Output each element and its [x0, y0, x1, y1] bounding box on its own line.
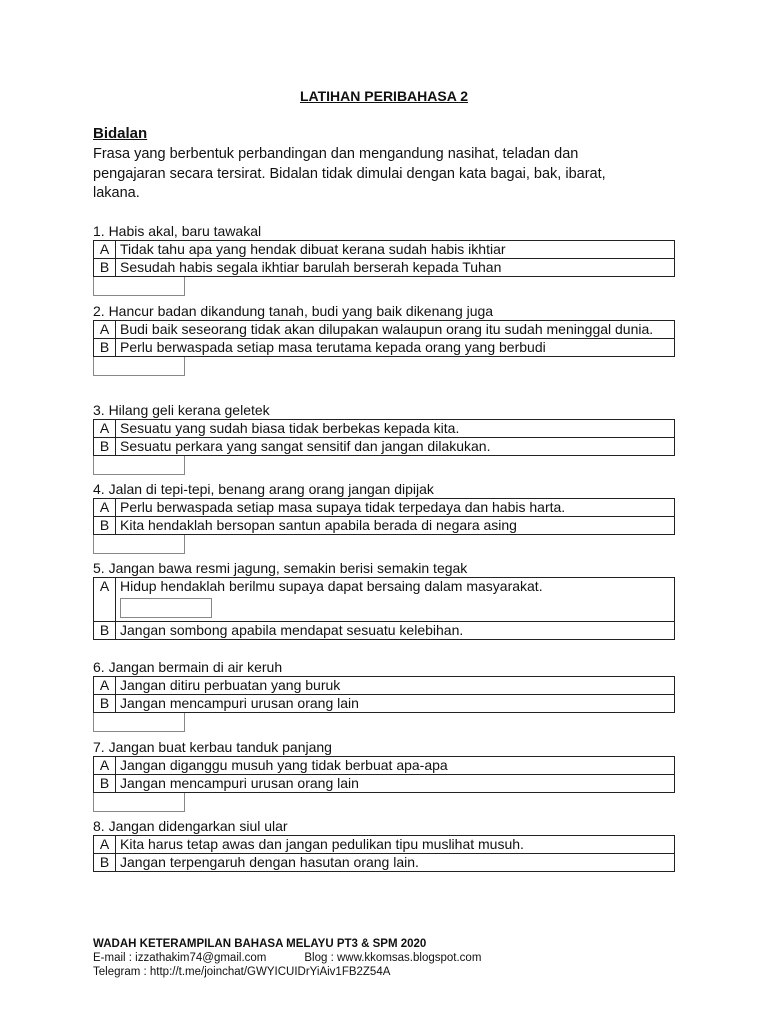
option-row-b[interactable] — [94, 339, 675, 357]
option-text: Budi baik seseorang tidak akan dilupakan walaupun orang itu sudah meninggal dunia. — [116, 321, 675, 339]
option-text: Sesuatu perkara yang sangat sensitif dan jangan dilakukan. — [116, 438, 675, 456]
options-table — [93, 577, 675, 640]
answer-box[interactable] — [93, 456, 185, 475]
footer-email: E-mail : izzathakim74@gmail.com — [93, 952, 267, 964]
section-heading: Bidalan — [93, 125, 148, 142]
option-text: Sesuatu yang sudah biasa tidak berbekas kepada kita. — [116, 420, 675, 438]
question-1 — [93, 222, 675, 296]
footer-title: WADAH KETERAMPILAN BAHASA MELAYU PT3 & SPM 2020 — [93, 938, 427, 950]
option-row-a[interactable] — [94, 677, 675, 695]
question-text: 2. Hancur badan dikandung tanah, budi yang baik dikenang juga — [93, 303, 494, 319]
option-text: Kita harus tetap awas dan jangan pedulikan tipu muslihat musuh. — [116, 836, 675, 854]
option-row-a[interactable] — [94, 420, 675, 438]
footer — [93, 937, 481, 979]
option-text: Jangan sombong apabila mendapat sesuatu kelebihan. — [116, 622, 675, 640]
option-row-b[interactable] — [94, 259, 675, 277]
question-text: 3. Hilang geli kerana geletek — [93, 402, 270, 418]
option-letter: A — [94, 578, 116, 622]
option-letter: A — [94, 499, 116, 517]
question-text: 6. Jangan bermain di air keruh — [93, 659, 283, 675]
question-text: 4. Jalan di tepi-tepi, benang arang orang jangan dipijak — [93, 481, 434, 497]
options-table — [93, 320, 675, 357]
question-text: 5. Jangan bawa resmi jagung, semakin berisi semakin tegak — [93, 560, 468, 576]
option-letter: A — [94, 836, 116, 854]
option-letter: A — [94, 677, 116, 695]
answer-box[interactable] — [120, 598, 212, 618]
option-row-a[interactable] — [94, 578, 675, 622]
options-table — [93, 240, 675, 277]
option-letter: B — [94, 438, 116, 456]
option-row-a[interactable] — [94, 836, 675, 854]
option-letter: B — [94, 622, 116, 640]
question-6 — [93, 658, 675, 732]
option-text: Jangan terpengaruh dengan hasutan orang lain. — [116, 854, 675, 872]
option-letter: B — [94, 339, 116, 357]
option-row-a[interactable] — [94, 757, 675, 775]
options-table — [93, 498, 675, 535]
option-text: Jangan mencampuri urusan orang lain — [116, 775, 675, 793]
option-letter: B — [94, 695, 116, 713]
answer-box[interactable] — [93, 535, 185, 554]
option-row-b[interactable] — [94, 622, 675, 640]
option-text: Perlu berwaspada setiap masa supaya tidak terpedaya dan habis harta. — [116, 499, 675, 517]
option-letter: B — [94, 259, 116, 277]
question-text: 8. Jangan didengarkan siul ular — [93, 818, 288, 834]
option-row-a[interactable] — [94, 241, 675, 259]
answer-box[interactable] — [93, 713, 185, 732]
option-text: Jangan diganggu musuh yang tidak berbuat apa-apa — [116, 757, 675, 775]
option-letter: B — [94, 854, 116, 872]
question-5 — [93, 559, 675, 640]
question-3 — [93, 401, 675, 475]
page-title: LATIHAN PERIBAHASA 2 — [299, 88, 468, 104]
answer-box[interactable] — [93, 357, 185, 376]
question-8 — [93, 817, 675, 872]
question-7 — [93, 738, 675, 812]
option-row-a[interactable] — [94, 499, 675, 517]
option-text: Perlu berwaspada setiap masa terutama kepada orang yang berbudi — [116, 339, 675, 357]
option-row-b[interactable] — [94, 775, 675, 793]
option-row-a[interactable] — [94, 321, 675, 339]
footer-blog: Blog : www.kkomsas.blogspot.com — [304, 952, 482, 964]
question-4 — [93, 480, 675, 554]
section-definition: Frasa yang berbentuk perbandingan dan mengandung nasihat, teladan dan pengajaran secara tersirat. Bidalan tidak dimulai dengan kata bagai, bak, ibarat, lakana. — [93, 146, 606, 201]
answer-box[interactable] — [93, 793, 185, 812]
option-row-b[interactable] — [94, 854, 675, 872]
footer-contact-line — [93, 951, 481, 965]
option-text: Kita hendaklah bersopan santun apabila berada di negara asing — [116, 517, 675, 535]
option-cell — [116, 578, 675, 622]
option-row-b[interactable] — [94, 695, 675, 713]
option-letter: A — [94, 321, 116, 339]
option-letter: A — [94, 241, 116, 259]
option-letter: A — [94, 420, 116, 438]
options-table — [93, 419, 675, 456]
question-text: 1. Habis akal, baru tawakal — [93, 223, 262, 239]
footer-telegram: Telegram : http://t.me/joinchat/GWYICUIDrYiAiv1FB2Z54A — [93, 966, 391, 978]
options-table — [93, 756, 675, 793]
options-table — [93, 835, 675, 872]
option-text: Tidak tahu apa yang hendak dibuat kerana sudah habis ikhtiar — [116, 241, 675, 259]
option-text: Jangan mencampuri urusan orang lain — [116, 695, 675, 713]
option-row-b[interactable] — [94, 438, 675, 456]
option-row-b[interactable] — [94, 517, 675, 535]
option-letter: B — [94, 775, 116, 793]
option-letter: B — [94, 517, 116, 535]
question-2 — [93, 302, 675, 376]
option-text: Jangan ditiru perbuatan yang buruk — [116, 677, 675, 695]
options-table — [93, 676, 675, 713]
question-text: 7. Jangan buat kerbau tanduk panjang — [93, 739, 332, 755]
option-letter: A — [94, 757, 116, 775]
answer-box[interactable] — [93, 277, 185, 296]
option-text: Sesudah habis segala ikhtiar barulah berserah kepada Tuhan — [116, 259, 675, 277]
option-text: Hidup hendaklah berilmu supaya dapat bersaing dalam masyarakat. — [120, 578, 543, 594]
